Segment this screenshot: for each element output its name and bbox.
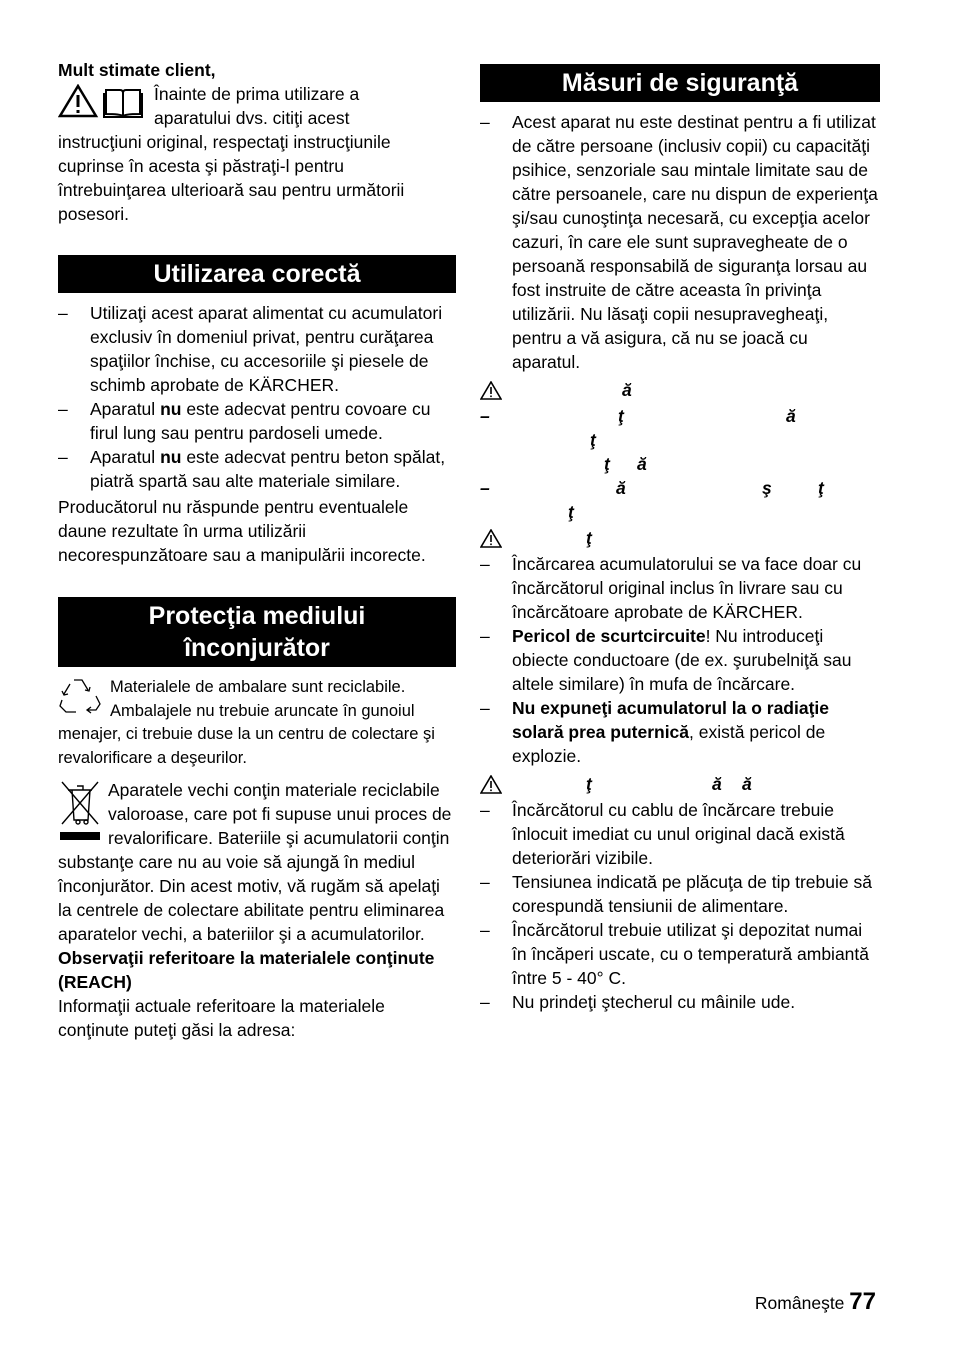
page-number: 77: [849, 1288, 876, 1315]
reach-text: Informaţii actuale referitoare la materialele conţinute puteţi găsi la adresa:: [58, 996, 385, 1040]
usage-disclaimer: Producătorul nu răspunde pentru eventualele daune rezultate în urma utilizării necorespunzătoare sau a manipulării incorecte.: [58, 497, 426, 565]
packaging-block: [58, 676, 456, 770]
usage-list: [58, 301, 456, 493]
garbled-line: ţ: [568, 502, 574, 522]
greeting-rest-3: întrebuinţarea ulterioară sau pentru următorii: [58, 180, 405, 200]
old-devices-block: [58, 778, 456, 946]
greeting-rest-1: instrucţiuni original, respectaţi instrucţiunile: [58, 132, 391, 152]
right-column: [480, 64, 880, 1014]
list-item: – Aparatul nu este adecvat pentru beton spălat, piatră spartă sau alte materiale similare.: [58, 447, 446, 491]
reach-title: Observaţii referitoare la materialele conţinute (REACH): [58, 948, 435, 992]
garbled-line: – ţ ă: [480, 406, 796, 426]
charger-list: [480, 798, 880, 1014]
list-item: – Aparatul nu este adecvat pentru covoare cu firul lung sau pentru pardoseli umede.: [58, 399, 431, 443]
list-item: – Pericol de scurtcircuite! Nu introduceţi obiecte conductoare (de ex. şurubelniţă sau altele similare) în mufa de încărcare.: [480, 626, 852, 694]
list-item: – Încărcătorul trebuie utilizat şi depozitat numai în încăperi uscate, cu o temperatură ambiantă între 5 - 40° C.: [480, 920, 870, 988]
warning-line-3: ţ ă ă: [480, 772, 880, 798]
greeting-title: Mult stimate client,: [58, 60, 216, 80]
safety-heading: Măsuri de siguranţă: [480, 64, 880, 102]
garbled-line: – ă ş ţ: [480, 478, 824, 498]
list-item: – Utilizaţi acest aparat alimentat cu acumulatori exclusiv în domeniul privat, pentru curăţarea spaţiilor închise, cu accesoriile şi piesele de schimb aprobate de KÄRCHER.: [58, 303, 443, 395]
greeting-block: [58, 82, 456, 130]
warning-book-icon: [58, 84, 146, 124]
warning-icon: [480, 529, 502, 554]
crossed-bin-icon: [58, 778, 108, 844]
environment-heading: Protecţia mediului înconjurător: [58, 597, 456, 667]
recycle-icon: [58, 676, 108, 720]
list-item: – Nu prindeţi ştecherul cu mâinile ude.: [480, 992, 796, 1012]
warning-icon: [480, 775, 502, 800]
list-item: – Încărcătorul cu cablu de încărcare trebuie înlocuit imediat cu unul original dacă există deteriorări vizibile.: [480, 800, 845, 868]
packaging-text: Materialele de ambalare sunt reciclabile. Ambalajele nu trebuie aruncate în gunoiul menajer, ci trebuie duse la un centru de colectare şi revalorificare a deşeurilor.: [58, 678, 435, 767]
list-item: – Încărcarea acumulatorului se va face doar cu încărcătorul original inclus în livrare sau cu încărcătoare aprobate de KÄRCHER.: [480, 554, 862, 622]
left-column: [58, 58, 456, 1042]
greeting-line-2: aparatului dvs. citiţi acest: [154, 108, 350, 128]
garbled-line: ţ ă: [604, 454, 647, 474]
charge-list: [480, 552, 880, 768]
usage-heading: Utilizarea corectă: [58, 255, 456, 293]
warning-line-1: ă: [480, 378, 880, 404]
warning-icon: [480, 381, 502, 406]
warning-line-2: ţ: [480, 526, 880, 552]
page-footer: [755, 1290, 876, 1315]
greeting-line-1: Înainte de prima utilizare a: [154, 84, 360, 104]
footer-language: Româneşte: [754, 1293, 845, 1313]
old-devices-text: Aparatele vechi conţin materiale reciclabile valoroase, care pot fi supuse unui proces de revalorificare. Bateriile şi acumulatorii conţin substanţe care nu au voie să ajungă în mediul înconjurător. Din acest motiv, vă rugăm să apelaţi la centrele de colectare abilitate pentru eliminarea aparatelor vechi, a bateriilor şi a acumulatorilor.: [58, 780, 452, 944]
greeting-rest-4: posesori.: [58, 204, 130, 224]
greeting-rest-2: cuprinse în acesta şi păstraţi-l pentru: [58, 156, 344, 176]
list-item: – Tensiunea indicată pe plăcuţa de tip trebuie să corespundă tensiunii de alimentare.: [480, 872, 872, 916]
garbled-line: ţ: [590, 430, 596, 450]
safety-intro-list: [480, 110, 880, 374]
list-item: – Acest aparat nu este destinat pentru a fi utilizat de către persoane (inclusiv copii) cu capacităţi psihice, senzoriale sau mintale limitate sau de către persoanele, care nu dispun de experienţa şi/sau cunoştinţa necesară, cu excepţia acelor cazuri, în care ele sunt supravegheate de o persoană responsabilă de siguranţa lorsau au fost instruite de către aceasta în privinţa utilizării. Nu lăsaţi copii nesupravegheaţi, pentru a vă asigura, că nu se joacă cu aparatul.: [480, 112, 878, 372]
list-item: – Nu expuneţi acumulatorul la o radiaţie solară prea puternică, există pericol de explozie.: [480, 698, 830, 766]
